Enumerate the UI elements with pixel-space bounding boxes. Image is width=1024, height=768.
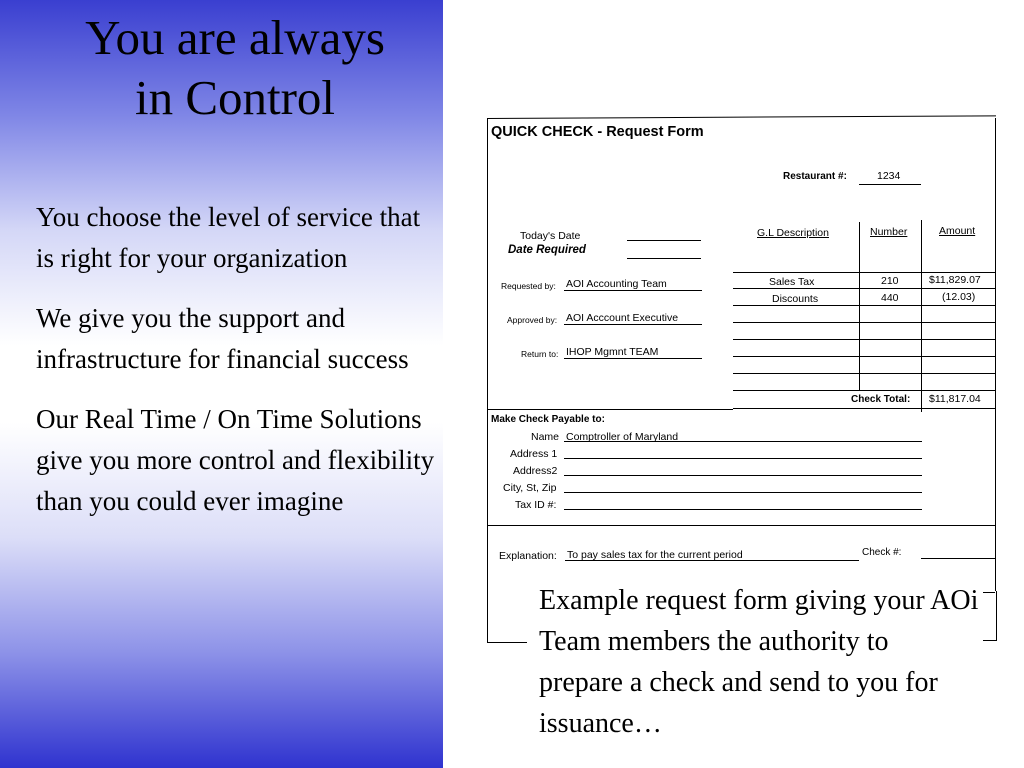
table-row-line [733,390,995,391]
requested-by-label: Requested by: [501,281,556,291]
col-number: Number [870,226,908,238]
restaurant-value: 1234 [877,170,901,182]
approved-by-value: AOI Acccount Executive [566,312,679,324]
check-total-label: Check Total: [851,394,911,405]
row-number: 210 [881,275,899,287]
row-amount: (12.03) [942,291,976,303]
form-border-right [995,118,996,591]
address1-label: Address 1 [510,448,558,460]
return-to-line [564,358,702,359]
table-divider-2 [921,220,922,412]
taxid-line [564,509,922,510]
row-number: 440 [881,292,899,304]
table-row-line [733,288,995,289]
restaurant-label: Restaurant #: [783,171,847,182]
explanation-label: Explanation: [499,550,557,562]
city-line [564,492,922,493]
restaurant-line [859,184,921,185]
date-required-label: Date Required [508,244,586,256]
form-edge-line [996,591,997,641]
form-title: QUICK CHECK - Request Form [491,124,704,140]
table-row-line [733,408,995,409]
form-border-left [487,118,488,642]
check-no-line [921,558,995,559]
table-row-line [733,356,995,357]
table-row-line [733,272,995,273]
approved-by-line [564,324,702,325]
name-value: Comptroller of Maryland [566,431,679,443]
table-row-line [733,322,995,323]
approved-by-label: Approved by: [507,315,558,325]
col-gl-description: G.L Description [757,227,829,239]
date-required-line [627,258,701,259]
table-row-line [733,305,995,306]
address2-label: Address2 [513,465,558,477]
address1-line [564,458,922,459]
bullet-item: You choose the level of service that is right for your organization [36,202,421,273]
form-edge-line [983,640,997,641]
row-desc: Discounts [772,293,819,305]
requested-by-value: AOI Accounting Team [566,278,667,290]
return-to-label: Return to: [521,349,559,359]
payable-label: Make Check Payable to: [491,414,605,425]
check-total-value: $11,817.04 [929,393,981,405]
form-caption: Example request form giving your AOi Team members the authority to prepare a check and send to you for issuance… [539,585,979,739]
city-label: City, St, Zip [503,482,557,494]
table-row-line [733,339,995,340]
section-divider [487,525,996,526]
row-desc: Sales Tax [769,276,815,288]
form-bottom-edge [487,642,527,643]
request-form-image [487,118,996,642]
name-label: Name [531,431,560,443]
bullet-item: We give you the support and infrastructure for financial success [36,303,409,374]
name-line [564,441,922,442]
table-divider-1 [859,222,860,390]
todays-date-label: Today's Date [520,230,581,242]
title-line-2: in Control [134,70,336,125]
explanation-line [565,560,859,561]
requested-by-line [564,290,702,291]
col-amount: Amount [939,225,976,237]
address2-line [564,475,922,476]
check-no-label: Check #: [862,547,902,558]
slide-title [0,8,470,128]
row-amount: $11,829.07 [929,274,981,286]
explanation-value: To pay sales tax for the current period [567,549,743,561]
title-line-1: You are always [85,10,385,65]
taxid-label: Tax ID #: [515,499,557,511]
todays-date-line [627,240,701,241]
return-to-value: IHOP Mgmnt TEAM [566,346,659,358]
table-row-line [733,373,995,374]
bullet-list [36,197,436,541]
section-divider [487,409,733,410]
form-edge-line [983,592,995,593]
bullet-item: Our Real Time / On Time Solutions give you more control and flexibility than you could ever imagine [36,404,435,516]
form-border-top [487,115,996,119]
